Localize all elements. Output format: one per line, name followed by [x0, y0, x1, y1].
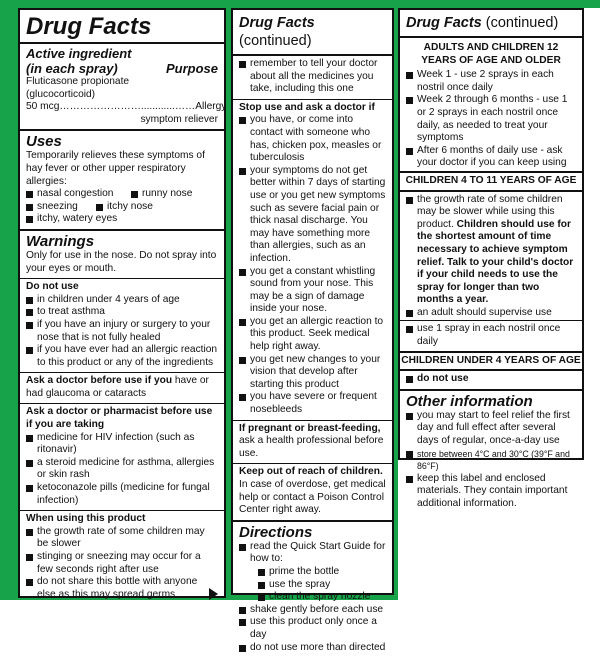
- other-info-heading: Other information: [406, 392, 533, 410]
- uses-row-1: [26, 188, 218, 201]
- use-item: runny nose: [131, 188, 192, 201]
- continue-arrow-icon: [209, 588, 218, 600]
- children-4-11-dose-section: [400, 320, 582, 350]
- ask-pharmacist-heading: Ask a doctor or pharmacist before use if you are taking: [26, 406, 213, 431]
- stop-use-section: [233, 100, 392, 421]
- uses-intro: Temporarily relieves these symptoms of hay fever or other upper respiratory allergies:: [26, 150, 205, 187]
- other-info-item: keep this label and enclosed materials. They contain important additional information.: [406, 473, 576, 511]
- active-ingredient-subheading: (in each spray): [26, 61, 118, 76]
- panel-title-main: Drug Facts: [239, 15, 315, 31]
- when-using-item: do not share this bottle with anyone else as this may spread germs: [26, 576, 218, 601]
- purpose-line: symptom reliever: [140, 113, 218, 125]
- children-under-4-item: do not use: [406, 373, 576, 386]
- when-using-item: stinging or sneezing may occur for a few seconds right after use: [26, 551, 218, 576]
- remember-section: [233, 56, 392, 100]
- when-using-item: the growth rate of some children may be slower: [26, 526, 218, 551]
- uses-section: [20, 131, 224, 231]
- ask-pharmacist-item: a steroid medicine for asthma, allergies or skin rash: [26, 457, 218, 482]
- directions-subitem: clean the spray nozzle: [239, 591, 386, 604]
- other-info-item: store between 4°C and 30°C (39°F and 86°F): [406, 448, 576, 473]
- stop-use-heading: Stop use and ask a doctor if: [239, 101, 375, 113]
- panel-title: Drug Facts: [26, 13, 152, 40]
- drug-facts-panel-1: [18, 8, 226, 598]
- stop-use-item: you have severe or frequent nosebleeds: [239, 391, 386, 416]
- keep-out-heading: Keep out of reach of children.: [239, 466, 383, 478]
- pregnancy-section: [233, 421, 392, 465]
- active-ingredient-section: [20, 42, 227, 131]
- children-4-11-section: [400, 192, 582, 321]
- children-4-11-item: use 1 spray in each nostril once daily: [406, 323, 576, 348]
- use-item: itchy nose: [96, 201, 153, 214]
- ingredient-class: (glucocorticoid): [26, 88, 96, 100]
- drug-facts-panel-2: [231, 8, 394, 653]
- warnings-intro-section: [20, 231, 224, 279]
- panel-title-continued: (continued): [239, 33, 312, 49]
- use-item: sneezing: [26, 201, 96, 214]
- children-4-11-item: an adult should supervise use: [406, 307, 576, 320]
- other-info-item: you may start to feel relief the first day and full effect after several days of regular, once-a-day use: [406, 410, 576, 448]
- stop-use-item: you have, or come into contact with someone who has, chicken pox, measles or tuberculosis: [239, 114, 386, 164]
- ask-pharmacist-section: [20, 404, 224, 511]
- children-4-11-item: [406, 194, 576, 307]
- adults-item: After 6 months of daily use - ask your doctor if you can keep using: [406, 145, 576, 170]
- use-item: itchy, watery eyes: [26, 213, 218, 226]
- stop-use-item: you get new changes to your vision that develop after starting this product: [239, 354, 386, 392]
- adults-item: Week 1 - use 2 sprays in each nostril once daily: [406, 69, 576, 94]
- directions-item: do not use more than directed: [239, 642, 386, 655]
- stop-use-item: you get an allergic reaction to this product. Seek medical help right away.: [239, 316, 386, 354]
- directions-item: shake gently before each use: [239, 604, 386, 617]
- keep-out-section: [233, 464, 392, 521]
- pregnancy-text: ask a health professional before use.: [239, 435, 384, 459]
- warning-item: remember to tell your doctor about all the medicines you take, including this one: [239, 58, 386, 96]
- warnings-heading: Warnings: [26, 232, 95, 250]
- ask-doctor-section: [20, 373, 224, 404]
- warnings-intro: Only for use in the nose. Do not spray into your eyes or mouth.: [26, 249, 217, 274]
- stop-use-item: your symptoms do not get better within 7 days of starting use or you get new symptoms such as severe facial pain or thick nasal discharge. You may have something more than allergies, such as an infection.: [239, 165, 386, 266]
- panel-title: [400, 10, 582, 38]
- keep-out-text: In case of overdose, get medical help or contact a Poison Control Center right away.: [239, 479, 386, 516]
- do-not-use-heading: Do not use: [26, 281, 79, 293]
- adults-item: Week 2 through 6 months - use 1 or 2 sprays in each nostril once daily, as needed to treat your symptoms: [406, 94, 576, 144]
- directions-item: read the Quick Start Guide for how to:: [239, 541, 386, 566]
- use-item: nasal congestion: [26, 188, 131, 201]
- adults-section: [400, 38, 582, 171]
- ask-doctor-text: have or had glaucoma or cataracts: [26, 375, 209, 399]
- uses-heading: Uses: [26, 133, 62, 151]
- do-not-use-section: [20, 279, 224, 373]
- directions-heading: Directions: [239, 523, 313, 541]
- do-not-use-item: if you have ever had an allergic reaction to this product or any of the ingredients: [26, 344, 218, 369]
- stop-use-item: you get a constant whistling sound from your nose. This may be a sign of damage inside your nose.: [239, 266, 386, 316]
- directions-subitem: use the spray: [239, 579, 386, 592]
- ask-pharmacist-item: medicine for HIV infection (such as ritonavir): [26, 432, 218, 457]
- green-strip-top-right: [396, 0, 600, 8]
- purpose-heading: Purpose: [165, 61, 218, 76]
- panel-title-continued: (continued): [481, 15, 559, 31]
- children-item-text: the growth rate of some children may be slower while using this product.: [417, 193, 563, 230]
- directions-section: [233, 522, 392, 657]
- children-under-4-section: [400, 371, 582, 391]
- uses-row-2: [26, 201, 218, 214]
- children-under-4-heading: CHILDREN UNDER 4 YEARS OF AGE: [400, 351, 582, 372]
- children-item-bold-text: Children should use for the shortest amount of time necessary to achieve symptom relief. Talk to your child's doctor if your child needs to use the spray for longer than two months a year.: [417, 218, 574, 306]
- do-not-use-item: to treat asthma: [26, 306, 218, 319]
- panel-title: [233, 10, 392, 56]
- drug-facts-panel-3: [398, 8, 584, 509]
- directions-item: use this product only once a day: [239, 616, 386, 641]
- do-not-use-item: in children under 4 years of age: [26, 294, 218, 307]
- dose-line: 50 mcg……………………............……Allergy: [26, 101, 227, 113]
- when-using-heading: When using this product: [26, 513, 146, 525]
- directions-subitem: prime the bottle: [239, 566, 386, 579]
- active-ingredient-heading: Active ingredient: [26, 46, 132, 61]
- ingredient-name: Fluticasone propionate: [26, 76, 130, 87]
- active-ingredient-header-row: [26, 61, 218, 76]
- other-info-section: [400, 391, 582, 514]
- pregnancy-heading: If pregnant or breast-feeding,: [239, 422, 381, 434]
- when-using-section: [20, 511, 224, 604]
- ask-pharmacist-item: ketoconazole pills (medicine for fungal infection): [26, 482, 218, 507]
- do-not-use-item: if you have an injury or surgery to your nose that is not fully healed: [26, 319, 218, 344]
- children-4-11-heading: CHILDREN 4 TO 11 YEARS OF AGE: [400, 171, 582, 192]
- adults-heading: ADULTS AND CHILDREN 12 YEARS OF AGE AND OLDER: [421, 42, 561, 66]
- ask-doctor-heading: Ask a doctor before use if you: [26, 375, 173, 387]
- panel-title-main: Drug Facts: [406, 15, 482, 31]
